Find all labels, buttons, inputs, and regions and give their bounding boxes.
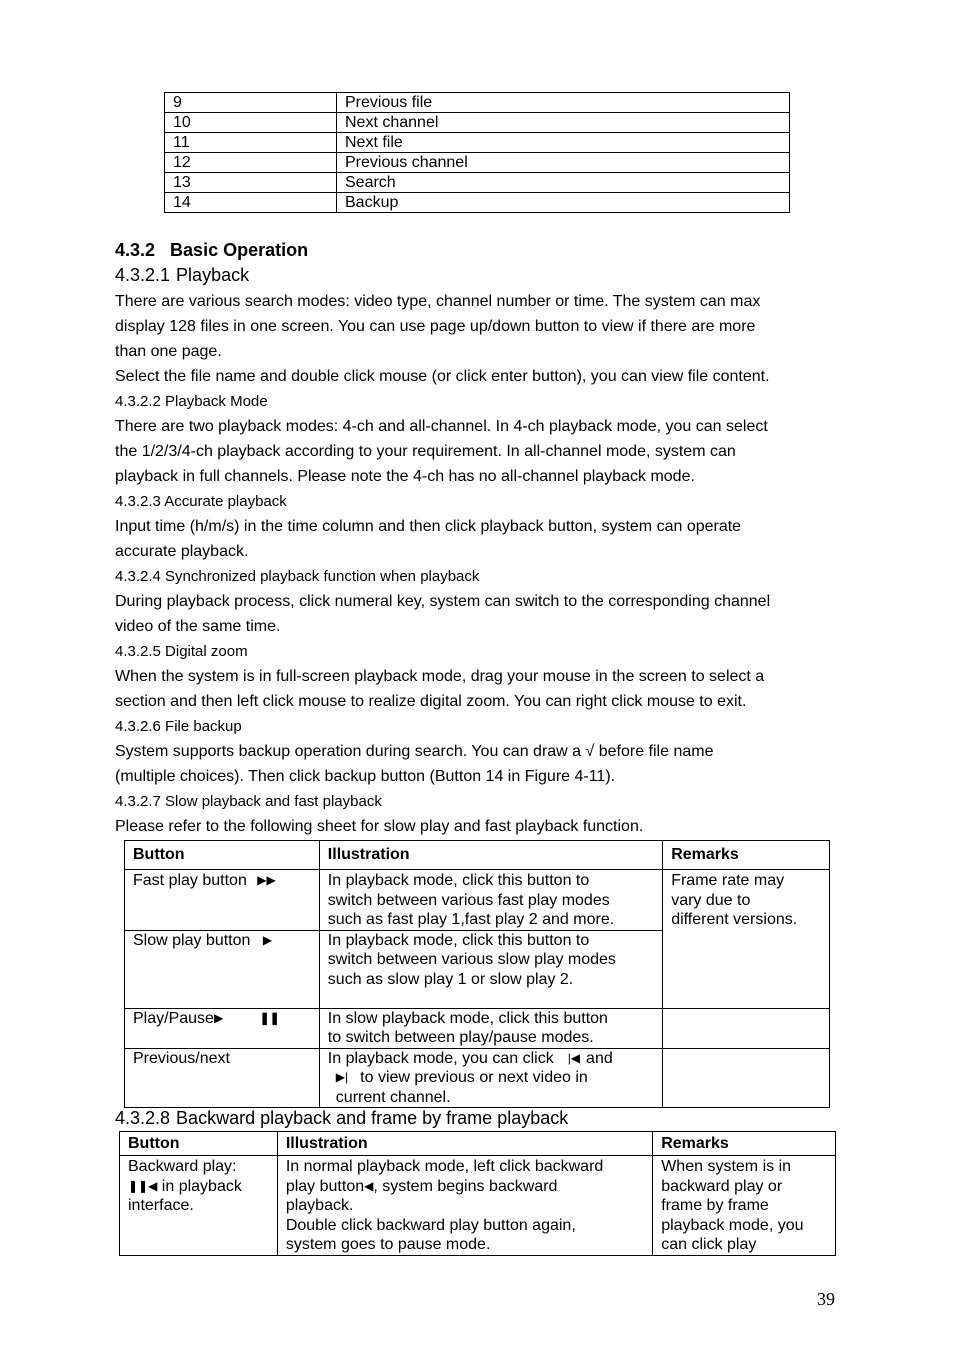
cell-remarks-empty [663, 1008, 830, 1048]
table-row [165, 93, 790, 113]
header-illustration: Illustration [319, 841, 662, 870]
paragraph-line: display 128 files in one screen. You can use page up/down button to view if there are more [115, 318, 756, 335]
paragraph-line: video of the same time. [115, 618, 281, 635]
cell-remarks-empty [663, 1048, 830, 1108]
subsection-title: Playback [176, 265, 250, 285]
text-line: Double click backward play button again, [285, 1216, 576, 1234]
row-number: 11 [165, 133, 337, 153]
subsection-heading-synchronized-playback: 4.3.2.4 Synchronized playback function when playback [115, 568, 480, 585]
text-line: switch between various slow play modes [327, 951, 616, 968]
subsection-heading-file-backup: 4.3.2.6 File backup [115, 718, 242, 735]
header-remarks: Remarks [663, 841, 830, 870]
row-number: 10 [165, 113, 337, 133]
paragraph-line: section and then left click mouse to realize digital zoom. You can right click mouse to exit. [115, 693, 747, 710]
paragraph-line: During playback process, click numeral key, system can switch to the corresponding channel [115, 593, 771, 610]
pause-icon: ❚❚ [259, 1010, 280, 1025]
cell-button: Previous/next [125, 1048, 320, 1108]
table-header-row [125, 841, 830, 870]
text-line: Backward play: [128, 1158, 237, 1175]
row-label: Previous file [337, 93, 790, 113]
paragraph-line: Input time (h/m/s) in the time column and then click playback button, system can operate [115, 518, 742, 535]
paragraph-line: accurate playback. [115, 543, 249, 560]
subsection-heading-slow-fast-playback: 4.3.2.7 Slow playback and fast playback [115, 793, 382, 810]
section-number: 4.3.2 [115, 240, 156, 260]
play-pause-label: Play/Pause [133, 1009, 214, 1027]
section-title: Basic Operation [170, 240, 309, 260]
cell-button [125, 870, 320, 931]
paragraph-line: There are various search modes: video type, channel number or time. The system can max [115, 293, 761, 310]
subsection-heading-playback-mode: 4.3.2.2 Playback Mode [115, 393, 268, 410]
play-icon: ▶ [262, 932, 273, 947]
subsection-number: 4.3.2.8 [115, 1108, 171, 1128]
row-label: Previous channel [337, 153, 790, 173]
cell-illustration [319, 870, 662, 931]
text-line: When system is in [661, 1158, 792, 1175]
row-number: 13 [165, 173, 337, 193]
paragraph-line: When the system is in full-screen playback mode, drag your mouse in the screen to select a [115, 668, 765, 685]
cell-illustration [319, 930, 662, 1008]
cell-illustration [319, 1008, 662, 1048]
subsection-heading-playback [115, 265, 249, 286]
paragraph-line: than one page. [115, 343, 222, 360]
text-segment: play button [285, 1177, 365, 1195]
row-number: 12 [165, 153, 337, 173]
fast-play-label: Fast play button [133, 872, 247, 889]
text-line: frame by frame [661, 1197, 769, 1214]
subsection-heading-accurate-playback: 4.3.2.3 Accurate playback [115, 493, 287, 510]
row-label: Backup [337, 193, 790, 213]
subsection-title: Backward playback and frame by frame playback [176, 1108, 569, 1128]
text-line: interface. [128, 1197, 194, 1214]
cell-illustration [277, 1156, 652, 1256]
cell-remarks [663, 870, 830, 1009]
row-number: 14 [165, 193, 337, 213]
table-row [165, 133, 790, 153]
text-line: In normal playback mode, left click backward [285, 1158, 604, 1175]
paragraph-line: There are two playback modes: 4-ch and all-channel. In 4-ch playback mode, you can select [115, 418, 768, 435]
text-line: can click play [661, 1236, 757, 1253]
cell-button [125, 930, 320, 1008]
text-line: In playback mode, click this button to [327, 931, 590, 949]
next-icon: ▶| [335, 1070, 349, 1084]
header-button: Button [120, 1132, 278, 1156]
section-heading [115, 240, 308, 261]
text-line: In playback mode, click this button to [327, 872, 590, 889]
text-line [328, 1049, 654, 1069]
table-row [165, 113, 790, 133]
backward-play-icon: ◀ [364, 1178, 374, 1193]
text-line: different versions. [671, 911, 798, 928]
text-line: backward play or [661, 1177, 783, 1195]
paragraph-line: playback in full channels. Please note the 4-ch has no all-channel playback mode. [115, 468, 695, 485]
table-row [165, 153, 790, 173]
paragraph-line: Select the file name and double click mouse (or click enter button), you can view file content. [115, 368, 770, 385]
cell-button [120, 1156, 278, 1256]
row-label: Search [337, 173, 790, 193]
button-function-table [164, 92, 790, 213]
table-row [165, 193, 790, 213]
header-illustration: Illustration [277, 1132, 652, 1156]
text-line: system goes to pause mode. [285, 1236, 491, 1253]
cell-button [125, 1008, 320, 1048]
header-button: Button [125, 841, 320, 870]
pause-backward-icon: ❚❚◀ [128, 1178, 158, 1193]
text-segment: to view previous or next video in [360, 1069, 588, 1086]
text-segment: in playback [161, 1177, 242, 1195]
table-row [165, 173, 790, 193]
text-segment: , system begins backward [373, 1177, 558, 1195]
header-remarks: Remarks [653, 1132, 836, 1156]
fast-forward-icon: ▶▶ [257, 873, 276, 887]
row-number: 9 [165, 93, 337, 113]
slow-fast-playback-table [124, 840, 830, 1108]
text-line: vary due to [671, 891, 751, 909]
backward-playback-table [119, 1131, 836, 1256]
page-number: 39 [817, 1289, 835, 1309]
paragraph-line: the 1/2/3/4-ch playback according to your requirement. In all-channel mode, system can [115, 443, 736, 460]
cell-remarks [653, 1156, 836, 1256]
text-line: In slow playback mode, click this button [327, 1009, 608, 1027]
text-line: current channel. [335, 1088, 451, 1106]
paragraph-line: System supports backup operation during search. You can draw a √ before file name [115, 743, 714, 760]
previous-icon: |◀ [567, 1050, 581, 1065]
subsection-number: 4.3.2.1 [115, 265, 171, 285]
text-line: Frame rate may [671, 872, 785, 889]
play-icon: ▶ [213, 1010, 224, 1025]
table-row [125, 1048, 830, 1108]
text-segment: and [586, 1049, 613, 1067]
slow-play-label: Slow play button [133, 931, 251, 949]
text-segment: In playback mode, you can click [327, 1049, 554, 1067]
text-line: playback. [285, 1197, 354, 1214]
row-label: Next channel [337, 113, 790, 133]
text-line [328, 1068, 654, 1088]
subsection-heading-digital-zoom: 4.3.2.5 Digital zoom [115, 643, 248, 660]
text-line: switch between various fast play modes [327, 891, 610, 909]
paragraph-line: (multiple choices). Then click backup button (Button 14 in Figure 4-11). [115, 768, 616, 785]
table-row [120, 1156, 836, 1256]
table-row [125, 870, 830, 931]
text-line: such as slow play 1 or slow play 2. [327, 970, 574, 988]
subsection-heading-backward-playback [115, 1108, 568, 1129]
row-label: Next file [337, 133, 790, 153]
table-row [125, 1008, 830, 1048]
text-line [286, 1177, 644, 1197]
table-header-row [120, 1132, 836, 1156]
text-line: to switch between play/pause modes. [327, 1029, 594, 1046]
cell-illustration [319, 1048, 662, 1108]
text-line: such as fast play 1,fast play 2 and more. [327, 911, 615, 928]
paragraph-line: Please refer to the following sheet for slow play and fast playback function. [115, 818, 644, 835]
text-line: playback mode, you [661, 1216, 804, 1234]
text-line [128, 1177, 269, 1197]
